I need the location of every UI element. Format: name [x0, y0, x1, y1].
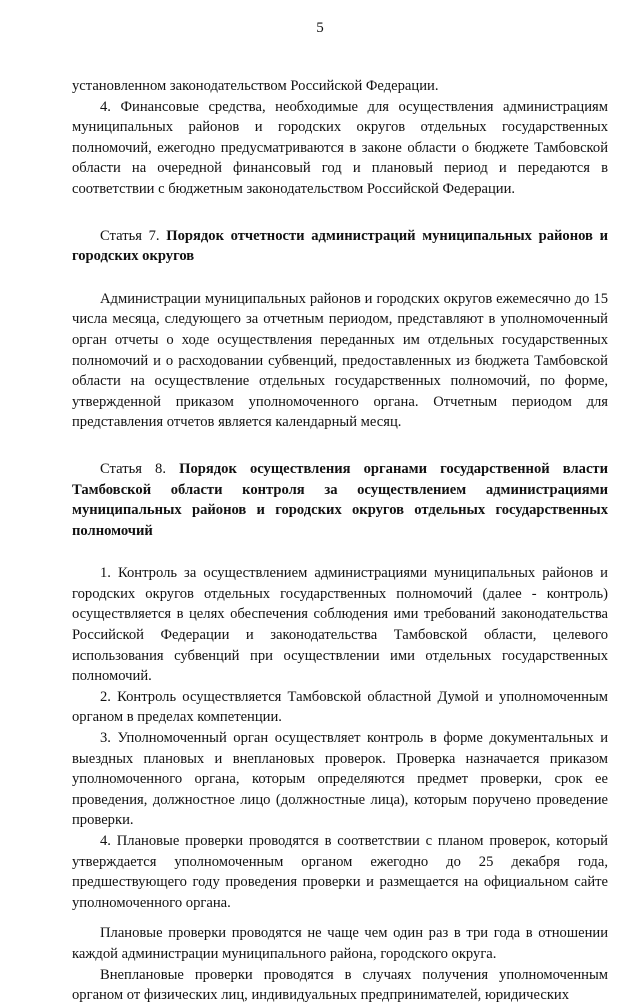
paragraph-clause-4-planned-inspections: 4. Плановые проверки проводятся в соответствии с планом проверок, который утверждается уполномоченным органом ежегодно до 25 декабря года, предшествующего году проведения проверки и размещается на официальном сайте уполномоченного органа.: [72, 833, 608, 911]
paragraph-continuation: установленном законодательством Российской Федерации.: [72, 78, 439, 94]
article-8-title: Порядок осуществления органами государственной власти Тамбовской области контроля за осуществлением администрациями муниципальных районов и городских округов отдельных государственных полномочий: [72, 460, 608, 539]
article-8-heading: [72, 459, 608, 541]
article-8-label: Статья 8.: [100, 460, 166, 477]
article-7-title: Порядок отчетности администраций муниципальных районов и городских округов: [72, 227, 608, 265]
paragraph-clause-4-financing: 4. Финансовые средства, необходимые для осуществления администрациям муниципальных районов и городских округов отдельных государственных полномочий, ежегодно предусматриваются в законе области о бюджете Тамбовской области на очередной финансовый год и плановый период и передаются в соответствии с бюджетным законодательством Российской Федерации.: [72, 98, 608, 197]
paragraph-clause-2-control: 2. Контроль осуществляется Тамбовской областной Думой и уполномоченным органом в пределах компетенции.: [72, 688, 608, 726]
article-7-heading: [72, 226, 608, 267]
paragraph-clause-3-inspections: 3. Уполномоченный орган осуществляет контроль в форме документальных и выездных плановых и внеплановых проверок. Проверка назначается приказом уполномоченного органа, которым определяются предмет проверки, срок ее проведения, должностное лицо (должностные лица), которым поручено проведение проверки.: [72, 730, 608, 829]
paragraph-clause-1-control: 1. Контроль за осуществлением администрациями муниципальных районов и городских округов отдельных государственных полномочий (далее - контроль) осуществляется в целях обеспечения соблюдения ими требований законодательства Российской Федерации и законодательства Тамбовской области, целевого использования субвенций при осуществлении ими отдельных государственных полномочий.: [72, 565, 608, 685]
page-number: 5: [316, 20, 324, 36]
paragraph-unplanned-inspections: Внеплановые проверки проводятся в случаях получения уполномоченным органом от физических лиц, индивидуальных предпринимателей, юридических: [72, 966, 608, 1004]
paragraph-article-7-reporting: Администрации муниципальных районов и городских округов ежемесячно до 15 числа месяца, следующего за отчетным периодом, представляют в уполномоченный орган отчеты о ходе осуществления переданных им отдельных государственных полномочий и о расходовании субвенций, предоставленных из бюджета Тамбовской области на осуществление отдельных государственных полномочий, по форме, утвержденной приказом уполномоченного органа. Отчетным периодом для представления отчетов является календарный месяц.: [72, 290, 608, 431]
document-body: [72, 76, 608, 1006]
article-7-label: Статья 7.: [100, 227, 160, 244]
paragraph-planned-frequency: Плановые проверки проводятся не чаще чем один раз в три года в отношении каждой администрации муниципального района, городского округа.: [72, 925, 608, 962]
